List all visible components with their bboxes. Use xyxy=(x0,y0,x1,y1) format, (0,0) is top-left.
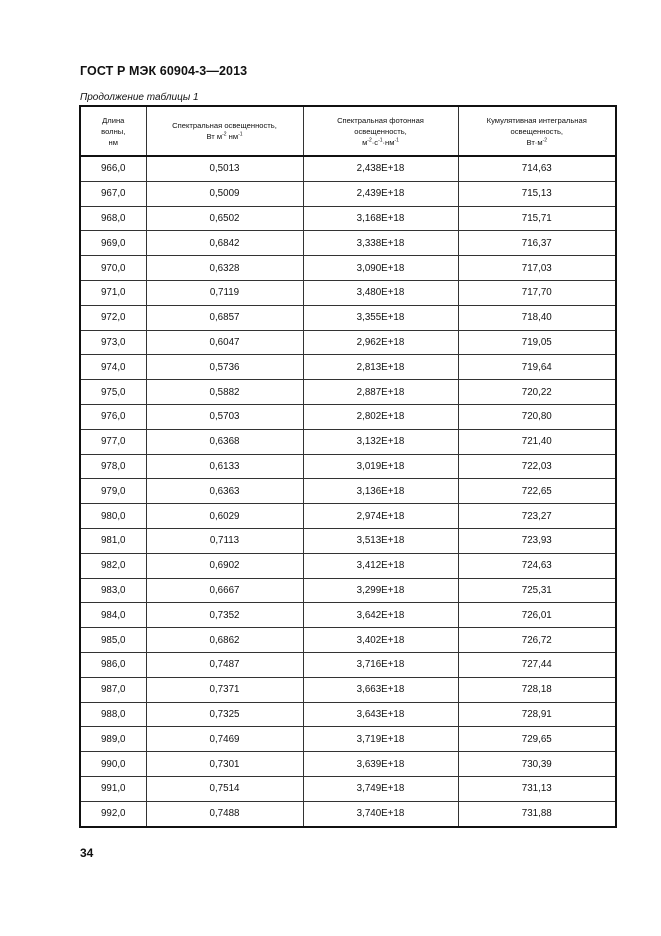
unit-part: Вт·м xyxy=(526,137,543,147)
unit-part: ·нм xyxy=(382,137,395,147)
table-row xyxy=(80,231,616,256)
table-row xyxy=(80,256,616,281)
table-row xyxy=(80,181,616,206)
table-cell: 0,7119 xyxy=(146,280,303,305)
table-cell: 991,0 xyxy=(80,776,146,801)
unit-exponent: -2 xyxy=(542,136,547,143)
table-cell: 721,40 xyxy=(458,429,616,454)
table-row xyxy=(80,156,616,181)
table-cell: 986,0 xyxy=(80,652,146,677)
table-cell: 725,31 xyxy=(458,578,616,603)
table-cell: 0,6842 xyxy=(146,231,303,256)
table-cell: 720,80 xyxy=(458,404,616,429)
table-cell: 0,7469 xyxy=(146,727,303,752)
table-row xyxy=(80,553,616,578)
table-cell: 0,5703 xyxy=(146,404,303,429)
table-cell: 3,299E+18 xyxy=(303,578,458,603)
table-cell: 722,03 xyxy=(458,454,616,479)
table-cell: 969,0 xyxy=(80,231,146,256)
table-cell: 0,7514 xyxy=(146,776,303,801)
table-cell: 3,132E+18 xyxy=(303,429,458,454)
table-cell: 3,716E+18 xyxy=(303,652,458,677)
unit-exponent: -1 xyxy=(394,136,399,143)
table-cell: 3,749E+18 xyxy=(303,776,458,801)
table-cell: 731,88 xyxy=(458,801,616,826)
table-row xyxy=(80,752,616,777)
table-cell: 0,7113 xyxy=(146,528,303,553)
table-cell: 3,090E+18 xyxy=(303,256,458,281)
table-cell: 974,0 xyxy=(80,355,146,380)
table-cell: 985,0 xyxy=(80,628,146,653)
table-row xyxy=(80,380,616,405)
table-cell: 0,6047 xyxy=(146,330,303,355)
table-cell: 727,44 xyxy=(458,652,616,677)
header-line: Спектральная освещенность, xyxy=(172,121,277,130)
table-cell: 717,70 xyxy=(458,280,616,305)
table-cell: 719,64 xyxy=(458,355,616,380)
table-cell: 2,974E+18 xyxy=(303,504,458,529)
table-cell: 716,37 xyxy=(458,231,616,256)
table-cell: 971,0 xyxy=(80,280,146,305)
header-line: Спектральная фотонная xyxy=(337,115,424,125)
table-cell: 729,65 xyxy=(458,727,616,752)
header-line: волны, xyxy=(101,126,126,136)
unit-exponent: -2 xyxy=(367,136,372,143)
header-line: нм xyxy=(108,137,118,147)
table-cell: 977,0 xyxy=(80,429,146,454)
column-header-wavelength xyxy=(80,106,146,156)
table-cell: 978,0 xyxy=(80,454,146,479)
unit-part: ·с xyxy=(371,137,379,147)
table-cell: 728,91 xyxy=(458,702,616,727)
table-cell: 980,0 xyxy=(80,504,146,529)
table-cell: 722,65 xyxy=(458,479,616,504)
table-cell: 990,0 xyxy=(80,752,146,777)
table-cell: 992,0 xyxy=(80,801,146,826)
table-body xyxy=(80,156,616,827)
table-row xyxy=(80,677,616,702)
table-row xyxy=(80,206,616,231)
table-cell: 715,13 xyxy=(458,181,616,206)
table-cell: 3,740E+18 xyxy=(303,801,458,826)
header-unit xyxy=(206,132,242,141)
table-cell: 714,63 xyxy=(458,156,616,181)
unit-exponent: -1 xyxy=(238,131,243,138)
table-row xyxy=(80,479,616,504)
table-cell: 3,480E+18 xyxy=(303,280,458,305)
table-row xyxy=(80,652,616,677)
unit-part: Вт м xyxy=(206,132,223,141)
table-cell: 970,0 xyxy=(80,256,146,281)
table-cell: 3,168E+18 xyxy=(303,206,458,231)
table-row xyxy=(80,727,616,752)
table-row xyxy=(80,702,616,727)
table-cell: 983,0 xyxy=(80,578,146,603)
table-cell: 724,63 xyxy=(458,553,616,578)
table-cell: 0,6857 xyxy=(146,305,303,330)
table-cell: 0,5882 xyxy=(146,380,303,405)
table-cell: 972,0 xyxy=(80,305,146,330)
table-cell: 0,6368 xyxy=(146,429,303,454)
table-cell: 3,643E+18 xyxy=(303,702,458,727)
unit-part: нм xyxy=(226,132,239,141)
table-header xyxy=(80,106,616,156)
table-row xyxy=(80,330,616,355)
table-row xyxy=(80,801,616,826)
table-row xyxy=(80,628,616,653)
table-cell: 984,0 xyxy=(80,603,146,628)
spectral-irradiance-table xyxy=(79,105,617,828)
table-cell: 2,962E+18 xyxy=(303,330,458,355)
table-row xyxy=(80,504,616,529)
table-row xyxy=(80,280,616,305)
table-cell: 968,0 xyxy=(80,206,146,231)
table-cell: 723,93 xyxy=(458,528,616,553)
table-cell: 2,438E+18 xyxy=(303,156,458,181)
table-cell: 718,40 xyxy=(458,305,616,330)
table-row xyxy=(80,454,616,479)
table-cell: 0,6862 xyxy=(146,628,303,653)
table-cell: 975,0 xyxy=(80,380,146,405)
table-cell: 989,0 xyxy=(80,727,146,752)
table-cell: 966,0 xyxy=(80,156,146,181)
table-cell: 0,7301 xyxy=(146,752,303,777)
table-cell: 728,18 xyxy=(458,677,616,702)
table-row xyxy=(80,429,616,454)
table-row xyxy=(80,603,616,628)
table-cell: 731,13 xyxy=(458,776,616,801)
header-line: освещенность, xyxy=(510,126,564,136)
table-cell: 0,6502 xyxy=(146,206,303,231)
table-cell: 967,0 xyxy=(80,181,146,206)
table-cell: 3,355E+18 xyxy=(303,305,458,330)
table-cell: 0,6667 xyxy=(146,578,303,603)
table-cell: 3,663E+18 xyxy=(303,677,458,702)
header-unit xyxy=(362,138,399,147)
table-cell: 0,7325 xyxy=(146,702,303,727)
header-line: освещенность, xyxy=(354,126,407,136)
document-title: ГОСТ Р МЭК 60904-3—2013 xyxy=(80,64,248,78)
table-row xyxy=(80,528,616,553)
table-cell: 987,0 xyxy=(80,677,146,702)
table-cell: 0,6902 xyxy=(146,553,303,578)
page-number: 34 xyxy=(80,846,94,860)
table-cell: 976,0 xyxy=(80,404,146,429)
column-header-cumulative-irradiance xyxy=(458,106,616,156)
table-cell: 723,27 xyxy=(458,504,616,529)
table-cell: 2,439E+18 xyxy=(303,181,458,206)
table-cell: 973,0 xyxy=(80,330,146,355)
table-cell: 3,513E+18 xyxy=(303,528,458,553)
table-cell: 0,6029 xyxy=(146,504,303,529)
table-cell: 982,0 xyxy=(80,553,146,578)
column-header-photon-irradiance xyxy=(303,106,458,156)
unit-part: м xyxy=(362,137,368,147)
table-cell: 0,7487 xyxy=(146,652,303,677)
table-cell: 2,887E+18 xyxy=(303,380,458,405)
table-cell: 3,639E+18 xyxy=(303,752,458,777)
table-row xyxy=(80,355,616,380)
table-cell: 715,71 xyxy=(458,206,616,231)
table-cell: 3,338E+18 xyxy=(303,231,458,256)
table-cell: 0,5009 xyxy=(146,181,303,206)
table-cell: 3,402E+18 xyxy=(303,628,458,653)
table-cell: 3,412E+18 xyxy=(303,553,458,578)
table-cell: 0,5736 xyxy=(146,355,303,380)
column-header-spectral-irradiance xyxy=(146,106,303,156)
table-row xyxy=(80,578,616,603)
table-cell: 2,802E+18 xyxy=(303,404,458,429)
table-cell: 0,6363 xyxy=(146,479,303,504)
header-line: Длина xyxy=(102,115,125,125)
table-cell: 719,05 xyxy=(458,330,616,355)
unit-exponent: -1 xyxy=(378,136,383,143)
table-caption: Продолжение таблицы 1 xyxy=(80,92,199,103)
table-cell: 0,7352 xyxy=(146,603,303,628)
table-cell: 726,01 xyxy=(458,603,616,628)
table-cell: 730,39 xyxy=(458,752,616,777)
table-cell: 0,5013 xyxy=(146,156,303,181)
header-line: Кумулятивная интегральная xyxy=(486,115,587,125)
table-cell: 3,719E+18 xyxy=(303,727,458,752)
header-unit xyxy=(527,138,548,147)
table-cell: 979,0 xyxy=(80,479,146,504)
table-cell: 0,6328 xyxy=(146,256,303,281)
table-cell: 726,72 xyxy=(458,628,616,653)
table-cell: 3,642E+18 xyxy=(303,603,458,628)
table-row xyxy=(80,404,616,429)
table-cell: 988,0 xyxy=(80,702,146,727)
unit-exponent: -2 xyxy=(222,131,227,138)
table-cell: 981,0 xyxy=(80,528,146,553)
table-row xyxy=(80,776,616,801)
table-cell: 0,6133 xyxy=(146,454,303,479)
table-cell: 3,136E+18 xyxy=(303,479,458,504)
table-cell: 0,7371 xyxy=(146,677,303,702)
table-cell: 2,813E+18 xyxy=(303,355,458,380)
table-cell: 3,019E+18 xyxy=(303,454,458,479)
table-cell: 717,03 xyxy=(458,256,616,281)
table-cell: 0,7488 xyxy=(146,801,303,826)
table-row xyxy=(80,305,616,330)
table-cell: 720,22 xyxy=(458,380,616,405)
